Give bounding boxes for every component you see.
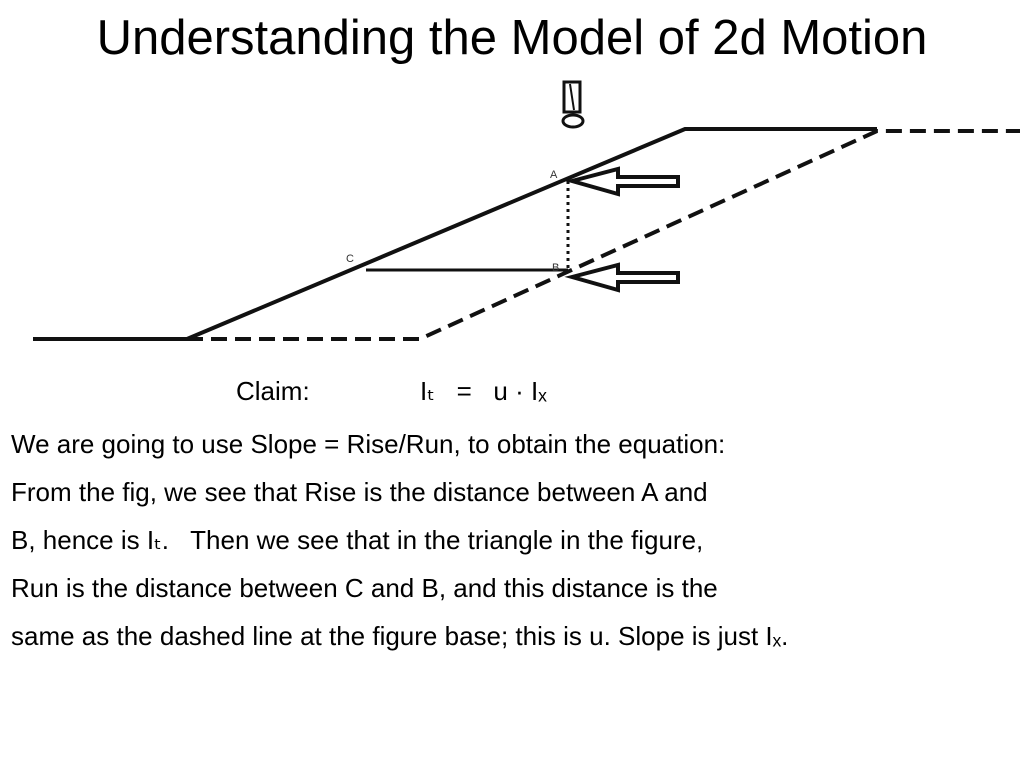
point-label-c: C [346, 253, 354, 265]
claim-label: Claim: [236, 376, 310, 406]
body-text [11, 420, 1016, 660]
body-line: We are going to use Slope = Rise/Run, to obtain the equation: [11, 429, 726, 459]
motion-diagram [0, 70, 1024, 350]
claim-equation: Iₜ = u · Iₓ [420, 376, 547, 406]
body-line: same as the dashed line at the figure base; this is u. Slope is just Iₓ. [11, 621, 789, 651]
solid-path-line [33, 129, 877, 339]
point-label-a: A [550, 169, 558, 181]
claim-row [0, 374, 1024, 408]
slide-title: Understanding the Model of 2d Motion [96, 11, 928, 65]
left-arrow-icon [572, 265, 678, 290]
left-arrow-icon [572, 169, 678, 194]
light-bulb-icon [563, 82, 583, 127]
body-line: B, hence is Iₜ. Then we see that in the triangle in the figure, [11, 525, 704, 555]
body-line: Run is the distance between C and B, and this distance is the [11, 573, 718, 603]
point-label-b: B [552, 262, 560, 274]
body-line: From the fig, we see that Rise is the distance between A and [11, 477, 708, 507]
